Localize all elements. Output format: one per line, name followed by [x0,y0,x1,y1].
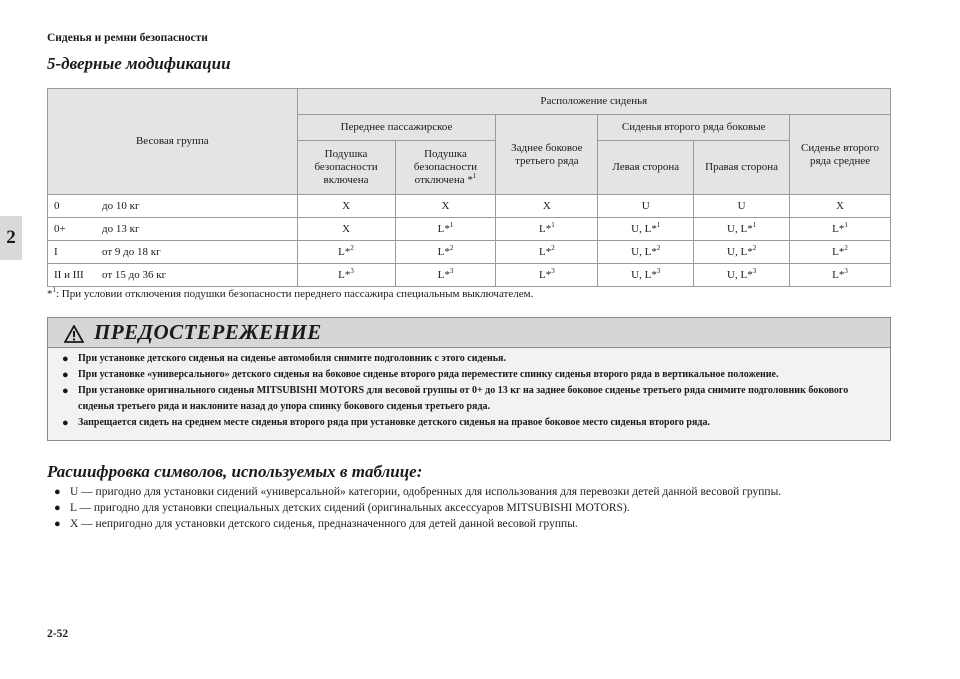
weight-range: от 15 до 36 кг [102,268,167,281]
page-number: 2-52 [47,628,69,640]
warning-item: ● При установке оригинального сиденья MITSUBISHI MOTORS для весовой группы от 0+ до 13 кг на заднее боковое сиденье третьего ряда снимите подголовник бокового сиденья третьего ряда и наклоните назад до упора спинку бокового сиденья третьего ряда. [62,385,849,412]
bullet: ● [54,486,61,498]
legend-title: Расшифровка символов, используемых в таблице: [47,462,423,481]
weight-range: до 13 кг [102,222,140,235]
weight-group-cell [48,264,298,287]
group-label: 0 [54,199,60,212]
suitability-cell: X [790,195,891,218]
suitability-cell: X [297,195,395,218]
table-row [48,241,891,264]
suitability-cell: L*$^1$ [496,218,598,241]
group-label: I [54,245,58,258]
suitability-cell: U, L*$^3$ [598,264,694,287]
warning-box [47,317,891,441]
bullet: ● [54,518,61,530]
suitability-cell: U, L*$^3$ [694,264,790,287]
suitability-cell: X [297,218,395,241]
bullet: ● [62,417,69,429]
child-seat-table [47,88,891,287]
header-second-row-center: Сиденье второго ряда среднее [790,115,891,195]
chapter-tab: 2 [0,216,22,260]
suitability-cell: L*$^1$ [790,218,891,241]
suitability-cell: L*$^2$ [790,241,891,264]
table-row [48,218,891,241]
legend-list [50,484,890,532]
suitability-cell: U [694,195,790,218]
warning-header [48,318,890,348]
header-seat-position: Расположение сиденья [297,89,890,115]
suitability-cell: X [496,195,598,218]
bullet: ● [62,353,69,365]
suitability-cell: U, L*$^2$ [694,241,790,264]
page-title: 5-дверные модификации [47,54,231,73]
suitability-cell: L*$^2$ [395,241,496,264]
bullet: ● [62,385,69,397]
suitability-cell: L*$^2$ [496,241,598,264]
header-weight-group: Весовая группа [48,89,298,195]
warning-item: ● При установке детского сиденья на сиденье автомобиля снимите подголовник с этого сиденья. [62,353,506,365]
bullet: ● [62,369,69,381]
weight-range: до 10 кг [102,199,140,212]
suitability-cell: U [598,195,694,218]
legend-item: ● U — пригодно для установки сидений «универсальной» категории, одобренных для использования для перевозки детей данной весовой группы. [54,486,782,498]
header-airbag-on: Подушка безопасности включена [297,141,395,195]
weight-range: от 9 до 18 кг [102,245,161,258]
group-label: 0+ [54,222,66,235]
suitability-cell: X [395,195,496,218]
legend-item: ● L — пригодно для установки специальных детских сидений (оригинальных аксессуаров MITSUBISHI MOTORS). [54,502,630,514]
section-header: Сиденья и ремни безопасности [47,32,208,44]
weight-group-cell [48,195,298,218]
suitability-cell: U, L*$^1$ [598,218,694,241]
suitability-cell: L*$^3$ [395,264,496,287]
suitability-cell: L*$^1$ [395,218,496,241]
warning-item: ● При установке «универсального» детского сиденья на боковое сиденье второго ряда переместите спинку сиденья второго ряда в вертикальное положение. [62,369,779,381]
suitability-cell: L*$^2$ [297,241,395,264]
header-second-row-side: Сиденья второго ряда боковые [598,115,790,141]
footnote: *$^1$: При условии отключения подушки безопасности переднего пассажира специальным выключателем. [47,286,534,300]
weight-group-cell [48,241,298,264]
suitability-cell: U, L*$^2$ [598,241,694,264]
warning-triangle-icon [64,325,84,343]
warning-title: ПРЕДОСТЕРЕЖЕНИЕ [94,320,322,344]
header-front-passenger: Переднее пассажирское [297,115,496,141]
warning-item: ● Запрещается сидеть на среднем месте сиденья второго ряда при установке детского сиденья на правое боковое место сиденья второго ряда. [62,417,710,429]
header-third-row-side: Заднее боковое третьего ряда [496,115,598,195]
suitability-cell: U, L*$^1$ [694,218,790,241]
header-airbag-off: Подушка безопасности отключена *$^1$ [395,141,496,195]
legend-item: ● X — непригодно для установки детского сиденья, предназначенного для детей данной весовой группы. [54,518,578,530]
table-row [48,195,891,218]
suitability-cell: L*$^3$ [790,264,891,287]
header-left-side: Левая сторона [598,141,694,195]
warning-list [58,351,878,431]
table-row [48,264,891,287]
suitability-cell: L*$^3$ [496,264,598,287]
suitability-cell: L*$^3$ [297,264,395,287]
header-right-side: Правая сторона [694,141,790,195]
bullet: ● [54,502,61,514]
weight-group-cell [48,218,298,241]
group-label: II и III [54,268,84,281]
